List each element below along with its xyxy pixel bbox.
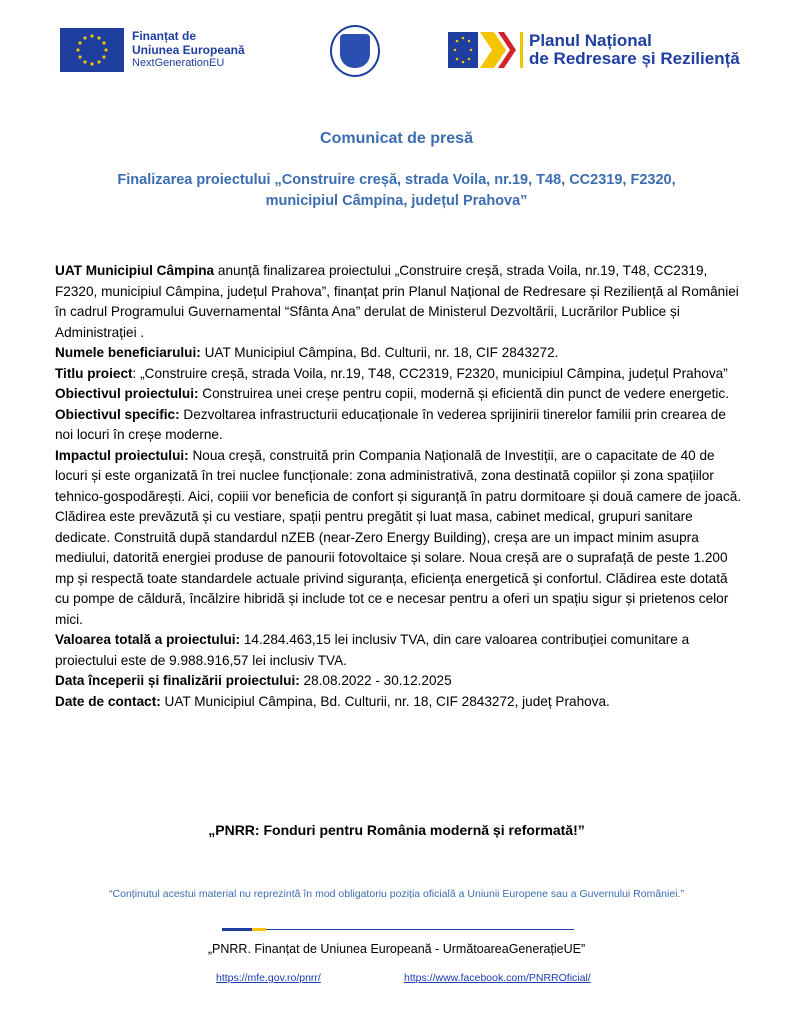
text: Construirea unei creșe pentru copii, modernă și eficientă din punct de vedere energetic. [198, 386, 729, 401]
paragraph-total-value [55, 630, 745, 671]
footer-caption: „PNRR. Finanțat de Uniunea Europeană - UrmătoareaGenerațieUE” [207, 942, 586, 956]
label: Titlu proiect [55, 365, 133, 381]
text: UAT Municipiul Câmpina, Bd. Culturii, nr. 18, CIF 2843272. [200, 345, 559, 360]
text: 14.284.463,15 lei inclusiv TVA, din care valoarea contribuției comunitare a proiectului este de 9.988.916,57 lei inclusiv TVA. [55, 632, 690, 668]
paragraph-project-title [55, 364, 745, 385]
text: 28.08.2022 - 30.12.2025 [299, 673, 452, 688]
facebook-link[interactable]: https://www.facebook.com/PNRROficial/ [404, 972, 591, 984]
pnrr-logo [448, 30, 740, 70]
label: Data începerii și finalizării proiectului: [55, 673, 300, 688]
paragraph-impact [55, 446, 745, 631]
text: Noua creșă, construită prin Compania Națională de Investiții, are o capacitate de 40 de locuri și este organizată în trei nuclee funcționale: zona administrativă, zona destinată copiilor și zona spațiilor tehnico-gospodărești. Aici, copiii vor beneficia de confort și siguranță în patru dormitoare și două camere de joacă. Clădirea este prevăzută și cu vestiare, spații pentru pregătit și luat masa, cabinet medical, grupuri sanitare dedicate. Construită după standardul nZEB (near-Zero Energy Building), creșa are un impact minim asupra mediului, datorită energiei produse de panourii fotovoltaice și solare. Noua creșă are o suprafață de peste 1.200 mp și respectă toate standardele actuale privind siguranța, eficiența energetică și confortul. Clădirea este dotată cu pompe de căldură, încălzire hibridă și include tot ce e necesar pentru a oferi un spațiu sigur și prietenos celor mici. [55, 447, 742, 627]
page-subtitle: Finalizarea proiectului „Construire creșă, strada Voila, nr.19, T48, CC2319, F2320, municipiul Câmpina, județul Prahova” [117, 172, 676, 209]
mfe-link[interactable]: https://mfe.gov.ro/pnrr/ [216, 972, 321, 984]
eu-flag-icon [60, 28, 124, 72]
government-crest-icon [330, 25, 380, 77]
label: Valoarea totală a proiectului: [55, 632, 241, 647]
label: Numele beneficiarului: [55, 345, 201, 360]
eu-line2: Uniunea Europeană [132, 42, 245, 57]
label: Impactul proiectului: [55, 447, 189, 463]
pnrr-flag-icon [448, 30, 516, 70]
eu-logo [60, 28, 245, 72]
eu-line3: NextGenerationEU [132, 57, 225, 70]
paragraph-announcement [55, 261, 745, 343]
paragraph-specific-objective [55, 405, 745, 446]
text: UAT Municipiul Câmpina, Bd. Culturii, nr. 18, CIF 2843272, județ Prahova. [160, 693, 610, 709]
footer-divider [222, 928, 574, 931]
paragraph-objective [55, 384, 745, 405]
label: Obiectivul specific: [55, 406, 180, 422]
label: Date de contact: [55, 693, 161, 709]
text: anunță finalizarea proiectului „Construire creșă, strada Voila, nr.19, T48, CC2319, F2320, municipiul Câmpina, județul Prahova”, finanțat prin Planul Național de Redresare și Reziliență al României în cadrul Programului Guvernamental “Sfânta Ana” derulat de Ministerul Dezvoltării, Lucrărilor Publice și Administrației . [55, 263, 739, 340]
label: UAT Municipiul Câmpina [55, 263, 215, 278]
slogan: „PNRR: Fonduri pentru România modernă și reformată!” [208, 822, 585, 838]
text: Dezvoltarea infrastructurii educaționale în vederea sprijinirii tinerelor familii prin crearea de noi locuri în creșe moderne. [55, 406, 726, 442]
header [0, 20, 793, 90]
page-title: Comunicat de presă [320, 130, 473, 147]
eu-line1: Finanțat de [132, 28, 197, 43]
text: : „Construire creșă, strada Voila, nr.19, T48, CC2319, F2320, municipiul Câmpina, județul Prahova” [132, 365, 728, 381]
label: Obiectivul proiectului: [55, 386, 199, 401]
paragraph-contact [55, 692, 745, 713]
paragraph-dates [55, 671, 745, 692]
press-release-body [55, 261, 745, 712]
pnrr-line1: Planul Național [529, 31, 652, 51]
disclaimer: “Conținutul acestui material nu reprezintă în mod obligatoriu poziția oficială a Uniunii Europene sau a Guvernului României.” [109, 888, 684, 900]
pnrr-line2: de Redresare și Reziliență [529, 49, 740, 68]
paragraph-beneficiary [55, 343, 745, 364]
